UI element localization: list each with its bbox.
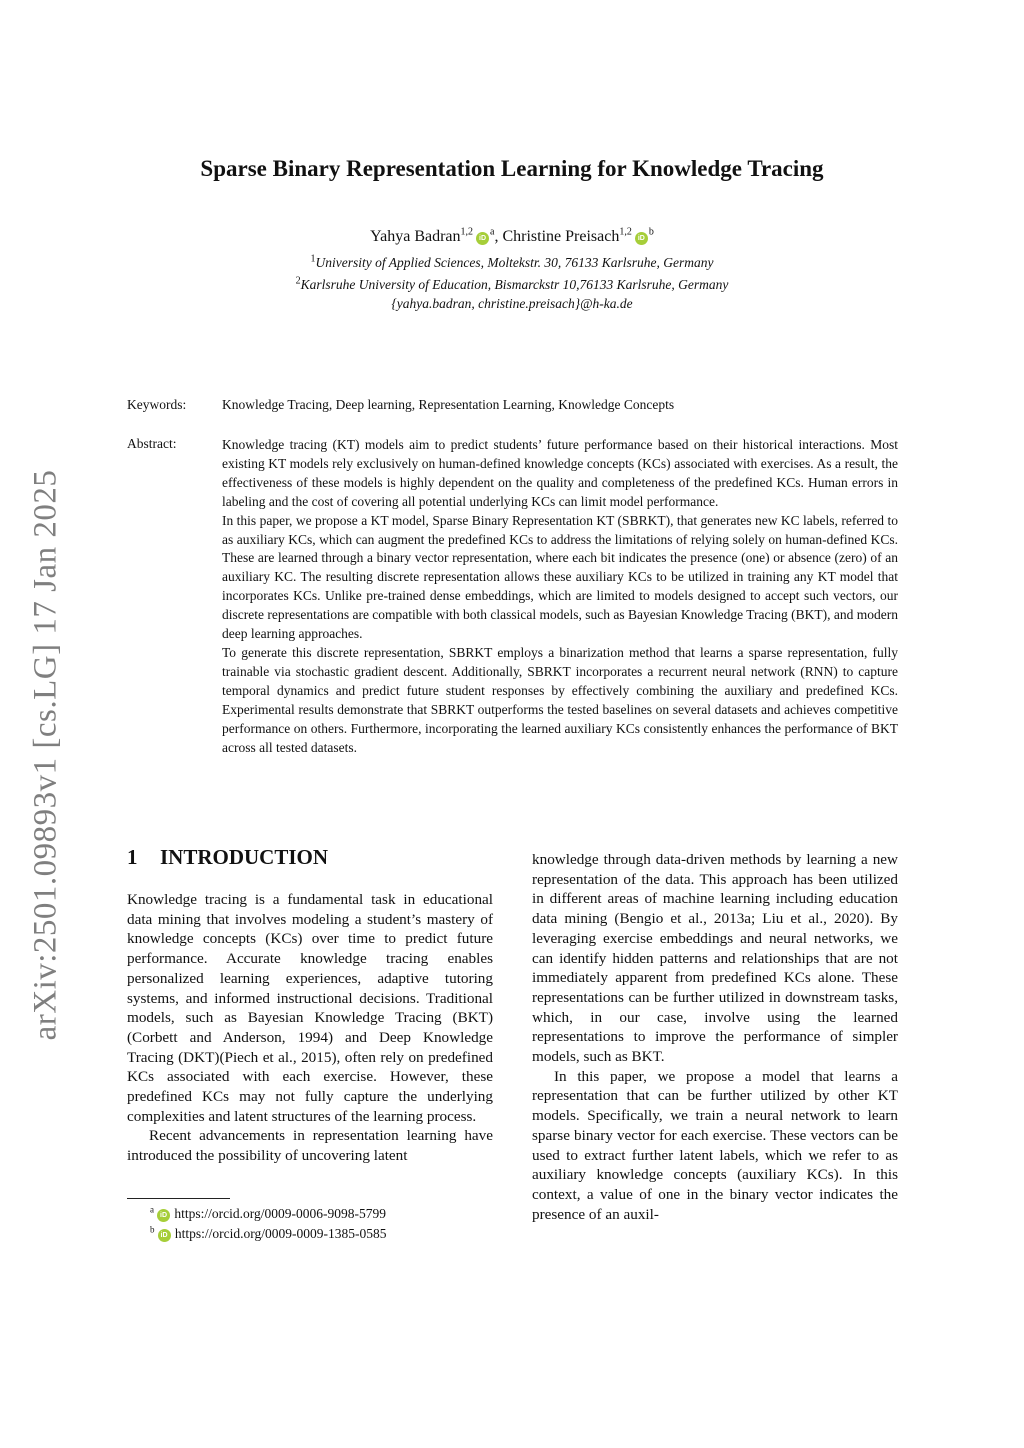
body-paragraph: Recent advancements in representation learning have introduced the possibility of uncovering latent — [127, 1127, 493, 1165]
abstract-paragraph: Knowledge tracing (KT) models aim to predict students’ future performance based on their historical interactions. Most existing KT models rely exclusively on human-defined knowledge concepts (KCs) associated with exercises. As a result, the effectiveness of these models is highly dependent on the quality and completeness of the predefined KCs. Human errors in labeling and the cost of covering all potential underlying KCs can limit model performance. — [222, 437, 898, 509]
affiliation — [0, 277, 1024, 293]
section-heading — [127, 845, 328, 870]
section-title: INTRODUCTION — [160, 845, 329, 869]
orcid-icon[interactable]: iD — [476, 232, 489, 245]
footnote-link[interactable]: https://orcid.org/0009-0006-9098-5799 — [174, 1206, 386, 1221]
author-affiliation-sup: 1,2 — [460, 226, 474, 238]
author-affiliation-sup: 1,2 — [619, 226, 632, 238]
orcid-icon[interactable]: iD — [635, 232, 648, 245]
arxiv-sidebar — [0, 0, 90, 1448]
affiliation — [0, 255, 1024, 271]
author-line — [0, 228, 1024, 246]
footnote-link[interactable]: https://orcid.org/0009-0009-1385-0585 — [174, 1226, 387, 1241]
orcid-icon: iD — [157, 1209, 170, 1222]
body-paragraph: Knowledge tracing is a fundamental task in educational data mining that involves modeling a student’s mastery of knowledge concepts (KCs) over time to predict future performance. Accurate knowledge tracing enables personalized learning experiences, adaptive tutoring systems, and informed instructional decisions. Traditional models, such as Bayesian Knowledge Tracing (BKT)(Corbett and Anderson, 1994) and Deep Knowledge Tracing (DKT)(Piech et al., 2015), often rely on predefined KCs associated with each exercise. However, these predefined KCs may not fully capture the underlying complexities and latent structures of the learning process. — [127, 891, 493, 1125]
keywords-text: Knowledge Tracing, Deep learning, Representation Learning, Knowledge Concepts — [222, 397, 675, 412]
orcid-icon: iD — [158, 1229, 171, 1242]
left-column — [127, 890, 493, 1166]
affiliation-text: Karlsruhe University of Education, Bismarckstr 10,76133 Karlsruhe, Germany — [300, 277, 729, 292]
author-separator: , — [494, 228, 503, 245]
paper-title: Sparse Binary Representation Learning for Knowledge Tracing — [200, 156, 824, 181]
body-paragraph: In this paper, we propose a model that learns a representation that can be further utilized by other KT models. Specifically, we train a neural network to learn sparse binary vector for each exercise. These vectors can be used to extract further latent labels, which we refer to as auxiliary knowledge concepts (auxiliary KCs). In this context, a value of one in the binary vector indicates the presence of an auxil- — [532, 1067, 898, 1223]
orcid-footnote-mark: a — [490, 226, 495, 238]
author-name: Yahya Badran — [370, 228, 461, 245]
footnote-divider — [127, 1198, 230, 1199]
author-email: {yahya.badran, christine.preisach}@h-ka.de — [391, 296, 633, 311]
author-name: Christine Preisach — [502, 228, 620, 245]
keywords-label: Keywords: — [127, 397, 187, 412]
affiliation-number: 1 — [310, 253, 316, 265]
abstract-paragraph: In this paper, we propose a KT model, Sparse Binary Representation KT (SBRKT), that generates new KC labels, referred to as auxiliary KCs, which can augment the predefined KCs to address the limitations of relying solely on human-defined KCs. These are learned through a binary vector representation, where each bit indicates the presence (one) or absence (zero) of an auxiliary KC. The resulting discrete representation allows these auxiliary KCs to be utilized in training any KT model that incorporates KCs. Unlike pre-trained dense embeddings, which are limited to models designed to accept such vectors, our discrete representations are compatible with both classical models, such as Bayesian Knowledge Tracing (BKT), and modern deep learning approaches. — [222, 512, 898, 642]
body-paragraph: knowledge through data-driven methods by learning a new representation of the data. This approach has been utilized in different areas of machine learning including education data mining (Bengio et al., 2013a; Liu et al., 2020). By leveraging exercise embeddings and neural networks, we can identify hidden patterns and relationships that are not immediately apparent from predefined KCs alone. These representations can be further utilized in downstream tasks, which, in our case, involve using the learned representations to improve the performance of simpler models, such as BKT. — [532, 851, 898, 1066]
affiliation-text: University of Applied Sciences, Moltekstr. 30, 76133 Karlsruhe, Germany — [315, 255, 714, 270]
abstract-label: Abstract: — [127, 436, 177, 451]
right-column — [532, 850, 898, 1224]
arxiv-identifier: arXiv:2501.09893v1 [cs.LG] 17 Jan 2025 — [27, 469, 64, 1041]
footnote — [150, 1226, 387, 1242]
section-number: 1 — [127, 845, 138, 869]
footnote — [150, 1206, 386, 1222]
footnote-mark: b — [150, 1224, 155, 1235]
abstract-paragraph: To generate this discrete representation, SBRKT employs a binarization method that learns a sparse representation, fully trainable via stochastic gradient descent. Additionally, SBRKT incorporates a recurrent neural network (RNN) to capture temporal dynamics and predict future student responses by effectively combining the auxiliary and predefined KCs. Experimental results demonstrate that SBRKT outperforms the tested baselines on several datasets and achieves competitive performance on others. Furthermore, incorporating the learned auxiliary KCs consistently enhances the performance of BKT across all tested datasets. — [222, 644, 898, 755]
orcid-footnote-mark: b — [648, 226, 654, 238]
footnote-mark: a — [150, 1204, 154, 1215]
abstract-body — [222, 436, 898, 757]
affiliation-number: 2 — [295, 275, 301, 287]
